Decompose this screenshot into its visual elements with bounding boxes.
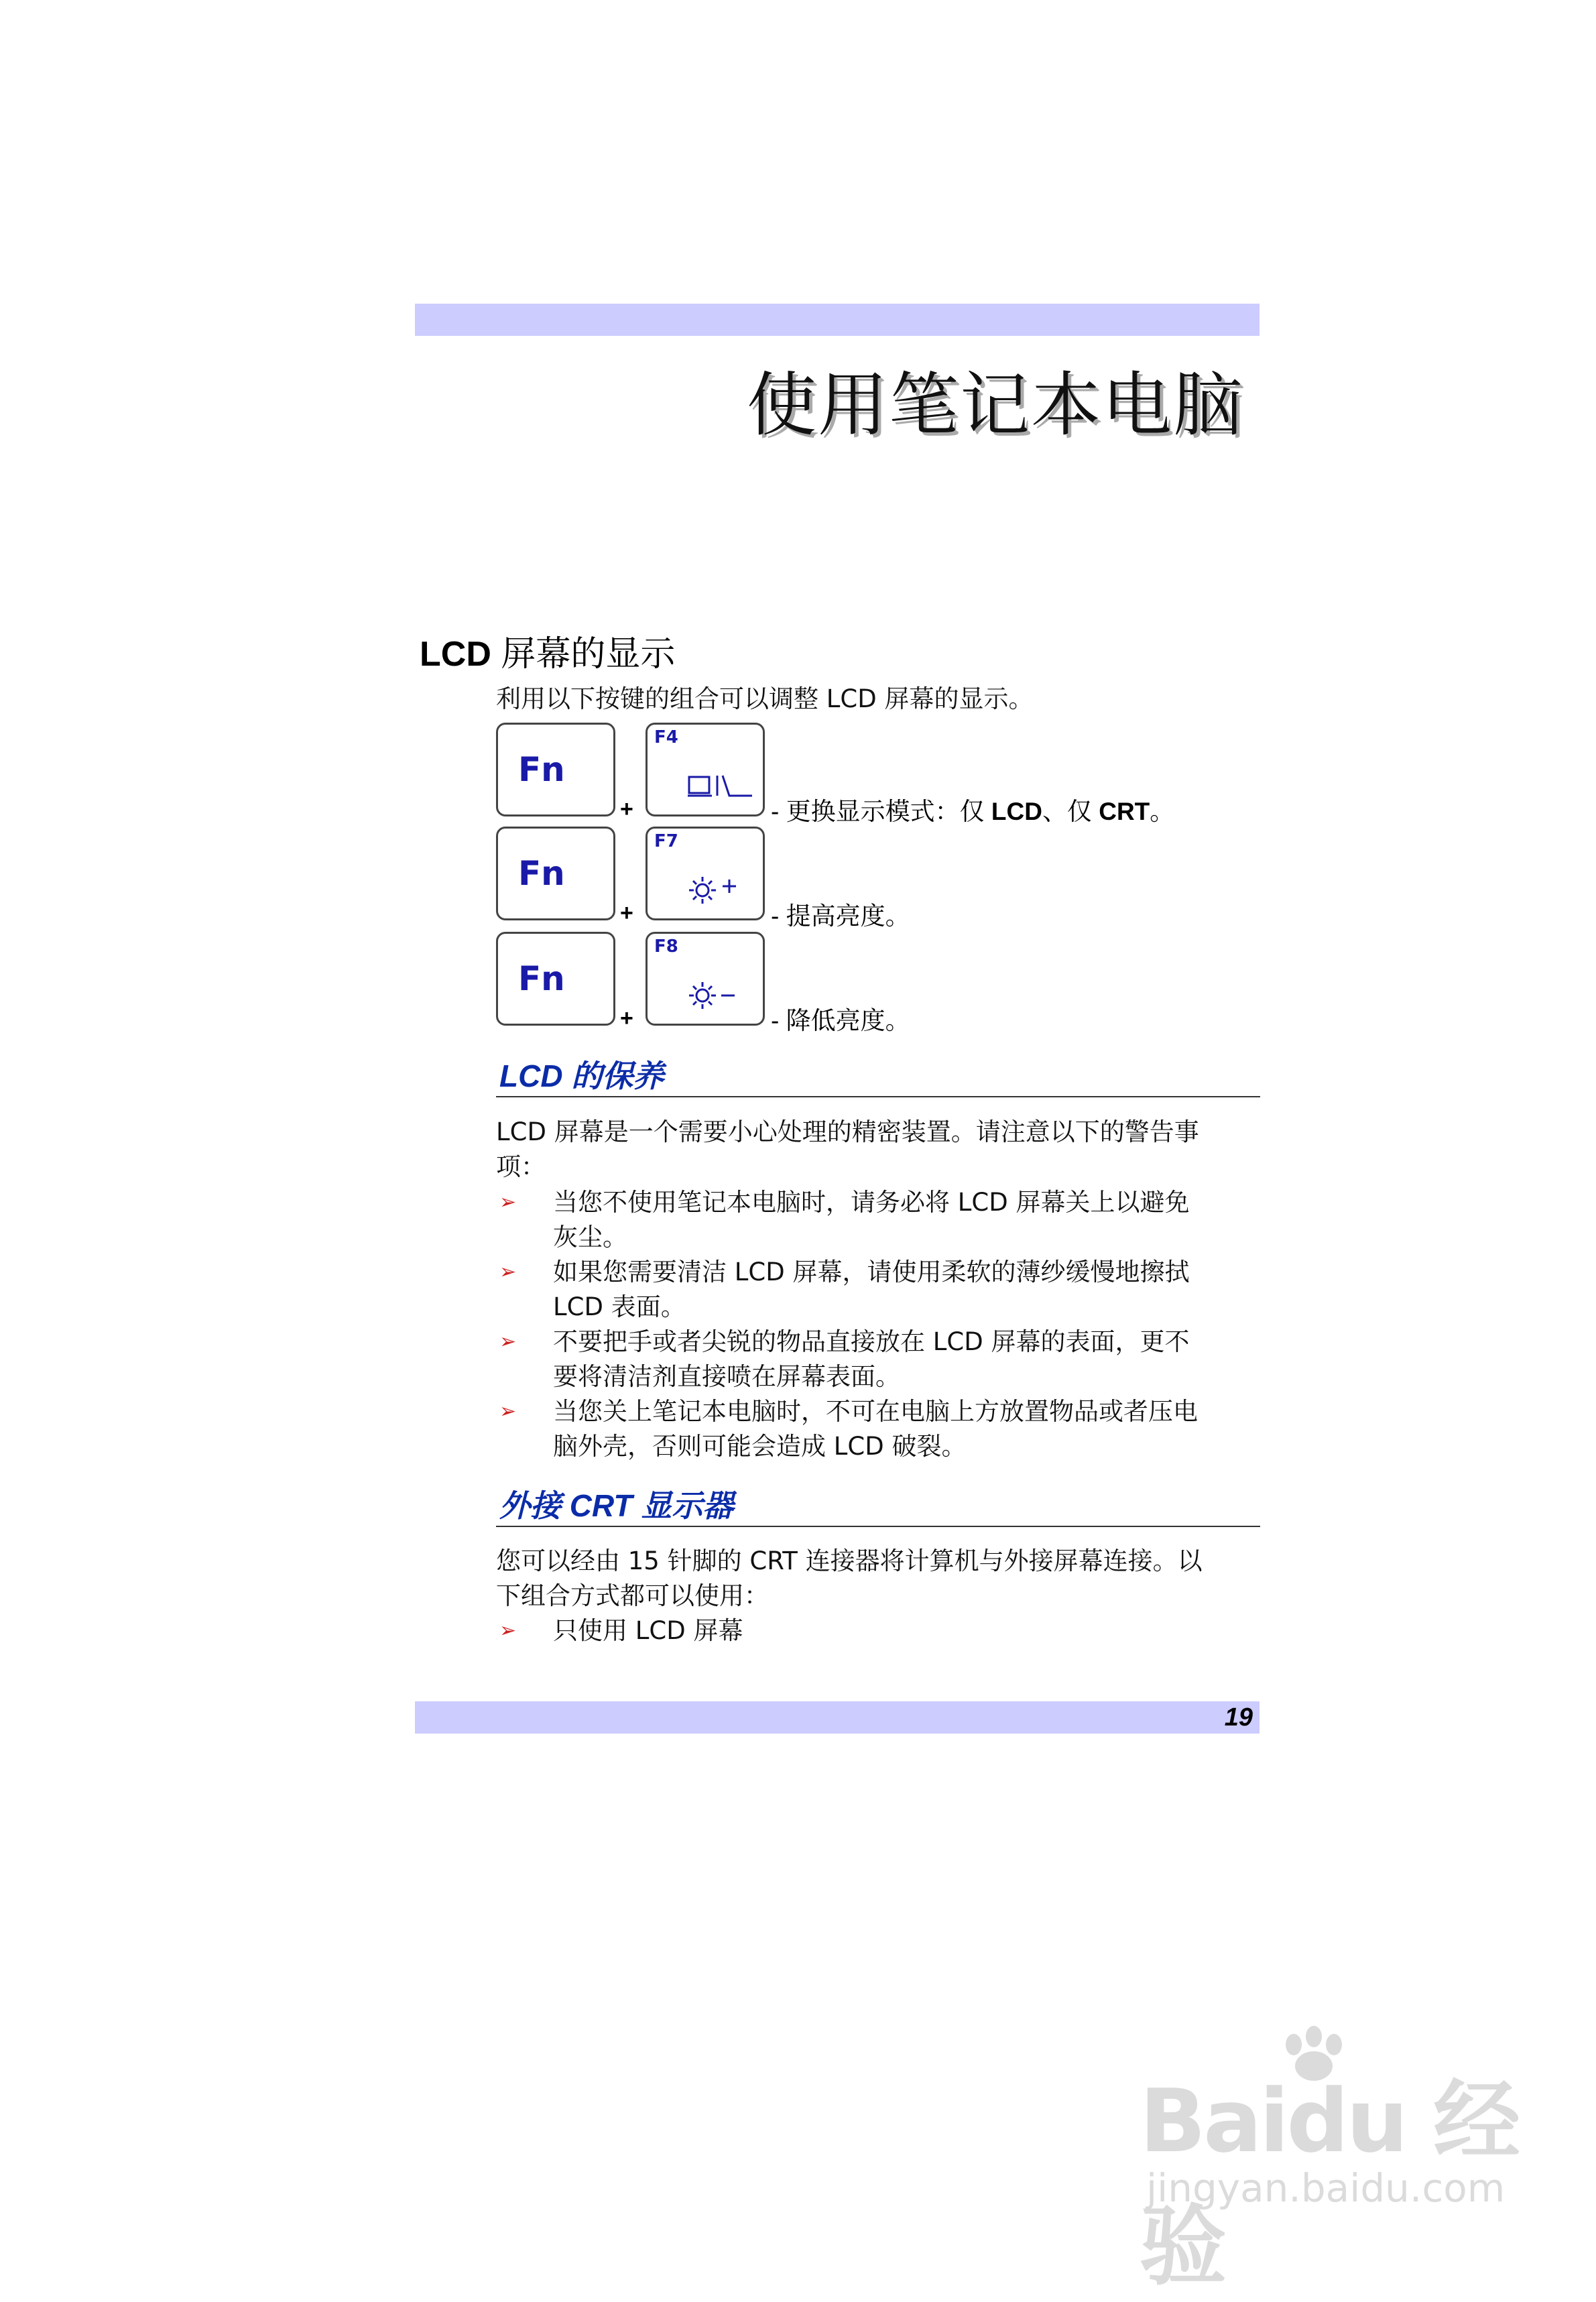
bullet-arrow-icon: ➢ — [499, 1191, 517, 1214]
bullet-arrow-icon: ➢ — [499, 1400, 517, 1423]
f4-desc-end: 。 — [1150, 798, 1175, 825]
fn-key — [496, 723, 615, 816]
list-item-line2: 灰尘。 — [553, 1223, 627, 1252]
f4-desc-prefix: - 更换显示模式：仅 — [771, 798, 991, 825]
f7-key — [646, 827, 765, 920]
list-item-line1: 当您关上笔记本电脑时，不可在电脑上方放置物品或者压电 — [553, 1397, 1198, 1426]
f7-description: - 提高亮度。 — [771, 902, 910, 930]
f7-key-label: F7 — [654, 831, 678, 851]
header-band — [415, 304, 1260, 336]
lcd-care-intro-line1: LCD 屏幕是一个需要小心处理的精密装置。请注意以下的警告事 — [496, 1117, 1199, 1146]
footer-band — [415, 1701, 1260, 1734]
fn-key-label: Fn — [518, 959, 565, 998]
lcd-care-heading: LCD 的保养 — [499, 1058, 664, 1093]
heading-rule — [496, 1526, 1260, 1527]
list-item — [496, 1255, 1260, 1325]
list-item — [496, 1614, 1260, 1648]
list-item — [496, 1325, 1260, 1394]
list-item-line1: 不要把手或者尖锐的物品直接放在 LCD 屏幕的表面，更不 — [553, 1327, 1190, 1356]
bullet-arrow-icon: ➢ — [499, 1619, 517, 1642]
fn-key-label: Fn — [518, 854, 565, 893]
fn-key-label: Fn — [518, 750, 565, 789]
section-title-text: 屏幕的显示 — [491, 635, 676, 674]
display-switch-icon — [688, 772, 755, 805]
list-item — [496, 1185, 1260, 1255]
f4-key — [646, 723, 765, 816]
heading-rule — [496, 1096, 1260, 1097]
watermark-brand: Baidu 经验 — [1140, 2070, 1518, 2297]
crt-heading: 外接 CRT 显示器 — [499, 1488, 734, 1523]
list-item-line1: 当您不使用笔记本电脑时，请务必将 LCD 屏幕关上以避免 — [553, 1188, 1190, 1217]
brightness-up-icon — [688, 875, 755, 909]
list-item-line1: 如果您需要清洁 LCD 屏幕，请使用柔软的薄纱缓慢地擦拭 — [553, 1258, 1190, 1286]
f4-description — [771, 791, 1174, 827]
f4-desc-lcd: LCD — [991, 798, 1042, 825]
chapter-title: 使用笔记本电脑 — [746, 364, 1244, 446]
f4-desc-mid: 、仅 — [1042, 798, 1099, 825]
watermark-url: jingyan.baidu.com — [1146, 2165, 1506, 2211]
list-item-line2: 要将清洁剂直接喷在屏幕表面。 — [553, 1362, 900, 1391]
page-number: 19 — [1224, 1703, 1253, 1732]
section-title — [420, 625, 675, 676]
crt-intro-line2: 下组合方式都可以使用： — [496, 1581, 769, 1610]
list-item-line2: 脑外壳，否则可能会造成 LCD 破裂。 — [553, 1432, 967, 1461]
lcd-care-list — [496, 1185, 1260, 1464]
bullet-arrow-icon: ➢ — [499, 1330, 517, 1353]
crt-intro-line1: 您可以经由 15 针脚的 CRT 连接器将计算机与外接屏幕连接。以 — [496, 1547, 1203, 1575]
f4-key-label: F4 — [654, 727, 678, 747]
bullet-arrow-icon: ➢ — [499, 1260, 517, 1284]
lcd-care-intro-line2: 项： — [496, 1152, 546, 1181]
plus-sign: + — [620, 1006, 633, 1031]
plus-sign: + — [620, 796, 633, 822]
f4-desc-crt: CRT — [1099, 798, 1150, 825]
fn-key — [496, 827, 615, 920]
plus-sign: + — [620, 900, 633, 926]
list-item-line1: 只使用 LCD 屏幕 — [553, 1616, 743, 1645]
crt-list — [496, 1614, 1260, 1648]
brightness-down-icon — [688, 981, 755, 1014]
list-item — [496, 1394, 1260, 1464]
fn-key — [496, 932, 615, 1026]
lcd-care-intro — [496, 1115, 1260, 1185]
f8-description: - 降低亮度。 — [771, 1007, 910, 1034]
section-title-latin: LCD — [420, 635, 491, 674]
f8-key — [646, 932, 765, 1026]
crt-intro — [496, 1544, 1260, 1614]
f8-key-label: F8 — [654, 936, 678, 957]
list-item-line2: LCD 表面。 — [553, 1292, 686, 1321]
section-intro: 利用以下按键的组合可以调整 LCD 屏幕的显示。 — [496, 684, 1034, 713]
baidu-watermark — [1140, 2024, 1542, 2297]
